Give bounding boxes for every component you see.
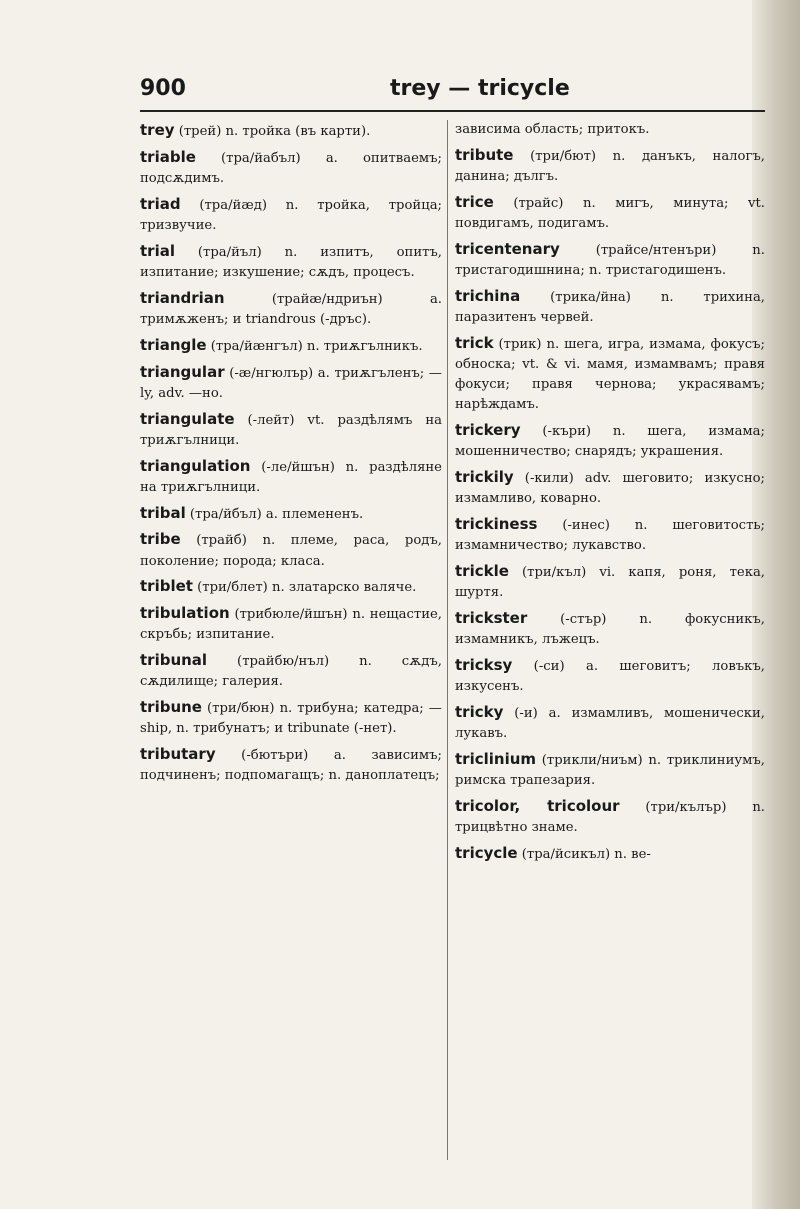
dictionary-entry	[455, 514, 765, 556]
dictionary-entry	[140, 409, 442, 451]
definition: (трайсе/нтенъри) n. тристагодишнина; n. тристагодишенъ.	[455, 242, 765, 278]
dictionary-entry	[140, 362, 442, 404]
definition: (трайæ/ндриън) a. тримѫженъ; и triandrous (-дръс).	[140, 291, 442, 327]
dictionary-entry	[140, 576, 442, 598]
definition: (три/кълър) n. трицвѣтно знаме.	[455, 800, 765, 836]
definition: (три/блет) n. златарско валяче.	[192, 580, 417, 596]
definition: (три/къл) vi. капя, роня, тека, шуртя.	[455, 565, 765, 601]
definition: (три/бюн) n. трибуна; катедра; —ship, n. трибунатъ; и tribunate (-нет).	[140, 701, 442, 737]
definition: (трайс) n. мигъ, минута; vt. повдигамъ, подигамъ.	[455, 195, 765, 231]
definition: (-къри) n. шега, измама; мошенничество; снарядъ; украшения.	[455, 424, 765, 460]
headword: tribunal	[140, 651, 208, 670]
headword: triandrian	[140, 288, 225, 307]
dictionary-entry	[140, 120, 442, 142]
headword: tricksy	[455, 656, 513, 675]
definition: (трайб) n. племе, раса, родъ, поколение; порода; класа.	[140, 533, 442, 569]
headword: tribal	[140, 503, 186, 522]
dictionary-entry	[455, 655, 765, 697]
definition: (трайбю/нъл) n. сѫдъ, сѫдилище; галерия.	[140, 654, 442, 690]
headword: trick	[455, 333, 494, 352]
definition: (-и) a. измамливъ, мошенически, лукавъ.	[455, 706, 765, 742]
definition: (-ле/йшън) n. раздѣляне на триѫгълници.	[140, 459, 442, 495]
dictionary-entry	[455, 333, 765, 416]
definition: (-си) a. шеговитъ; ловъкъ, изкусенъ.	[455, 659, 765, 695]
dictionary-entry	[455, 239, 765, 281]
headword: trickiness	[455, 515, 538, 534]
dictionary-entry	[455, 467, 765, 509]
headword: triable	[140, 147, 196, 166]
header-rule	[140, 110, 765, 112]
definition: (трик) n. шега, игра, измама, фокусъ; обноска; vt. & vi. мамя, измамвамъ; правя фокуси; правя чернова; украсявамъ; нарѣждамъ.	[455, 336, 765, 413]
definition: (-бютъри) a. зависимъ; подчиненъ; подпомагащъ; n. даноплатецъ;	[140, 748, 442, 784]
dictionary-entry	[140, 744, 442, 786]
headword: tribulation	[140, 604, 230, 623]
headword: tricolor, tricolour	[455, 797, 620, 816]
definition: (тра/йæд) n. тройка, тройца; тризвучие.	[140, 197, 442, 233]
definition: (трикли/ниъм) n. триклиниумъ, римска трапезария.	[455, 753, 765, 789]
headword: triangle	[140, 335, 207, 354]
definition: (три/бют) n. данъкъ, налогъ, данина; дългъ.	[455, 148, 765, 184]
definition: (трика/йна) n. трихина, паразитенъ червей.	[455, 289, 765, 325]
dictionary-entry	[140, 529, 442, 571]
headword: triangulate	[140, 409, 235, 428]
headword: trickle	[455, 562, 509, 581]
dictionary-entry	[455, 796, 765, 838]
dictionary-entry	[140, 288, 442, 330]
headword: tribe	[140, 530, 181, 549]
definition: (тра/йабъл) a. опитваемъ; подсѫдимъ.	[140, 150, 442, 186]
dictionary-entry	[455, 192, 765, 234]
headword: triclinium	[455, 750, 537, 769]
running-title: trey — tricycle	[390, 76, 570, 101]
headword: triangulation	[140, 456, 251, 475]
continued-entry: зависима область; притокъ.	[455, 122, 650, 137]
dictionary-entry	[455, 702, 765, 744]
headword: trickily	[455, 468, 514, 487]
definition: (-стър) n. фокусникъ, измамникъ, лъжецъ.	[455, 612, 765, 648]
definition: (-лейт) vt. раздѣлямъ на триѫгълници.	[140, 412, 442, 448]
definition: (тра/йсикъл) n. ве-	[517, 847, 651, 863]
headword: triangular	[140, 362, 225, 381]
headword: tricky	[455, 703, 504, 722]
right-column	[455, 120, 765, 870]
headword: trickster	[455, 609, 528, 628]
definition: (-кили) adv. шеговито; изкусно; измамливо, коварно.	[455, 471, 765, 507]
dictionary-entry	[140, 147, 442, 189]
definition: (-æ/нгюлър) a. триѫгъленъ; —ly, adv. —но.	[140, 365, 442, 401]
headword: trickery	[455, 421, 521, 440]
dictionary-entry	[455, 608, 765, 650]
definition: (-инес) n. шеговитость; измамничество; лукавство.	[455, 518, 765, 554]
headword: tricentenary	[455, 239, 560, 258]
left-column	[140, 120, 442, 791]
definition: (тра/йæнгъл) n. триѫгълникъ.	[206, 338, 423, 354]
dictionary-entry	[455, 843, 765, 865]
dictionary-entry	[455, 561, 765, 603]
headword: trey	[140, 121, 175, 139]
dictionary-entry	[140, 456, 442, 498]
headword: trichina	[455, 286, 521, 305]
definition: (тра/йбъл) a. племененъ.	[185, 506, 364, 522]
dictionary-entry	[140, 650, 442, 692]
dictionary-entry	[455, 420, 765, 462]
headword: tributary	[140, 745, 216, 764]
page-header	[140, 76, 780, 106]
column-separator	[447, 120, 448, 1160]
dictionary-entry	[140, 697, 442, 739]
dictionary-entry	[140, 241, 442, 283]
definition: (тра/йъл) n. изпитъ, опитъ, изпитание; изкушение; сѫдъ, процесъ.	[140, 244, 442, 280]
definition: (трибюле/йшън) n. нещастие, скръбь; изпитание.	[140, 607, 442, 643]
headword: tribute	[455, 145, 514, 164]
dictionary-entry	[140, 194, 442, 236]
headword: tribune	[140, 698, 202, 717]
headword: triblet	[140, 577, 193, 596]
dictionary-entry	[455, 749, 765, 791]
page-number: 900	[140, 76, 186, 101]
dictionary-entry	[140, 603, 442, 645]
dictionary-entry	[455, 286, 765, 328]
definition: (трей) n. тройка (въ карти).	[174, 124, 371, 139]
dictionary-entry	[455, 145, 765, 187]
headword: triad	[140, 194, 181, 213]
dictionary-entry	[140, 335, 442, 357]
headword: trice	[455, 192, 494, 211]
headword: tricycle	[455, 844, 518, 863]
headword: trial	[140, 241, 175, 260]
dictionary-entry	[140, 503, 442, 525]
